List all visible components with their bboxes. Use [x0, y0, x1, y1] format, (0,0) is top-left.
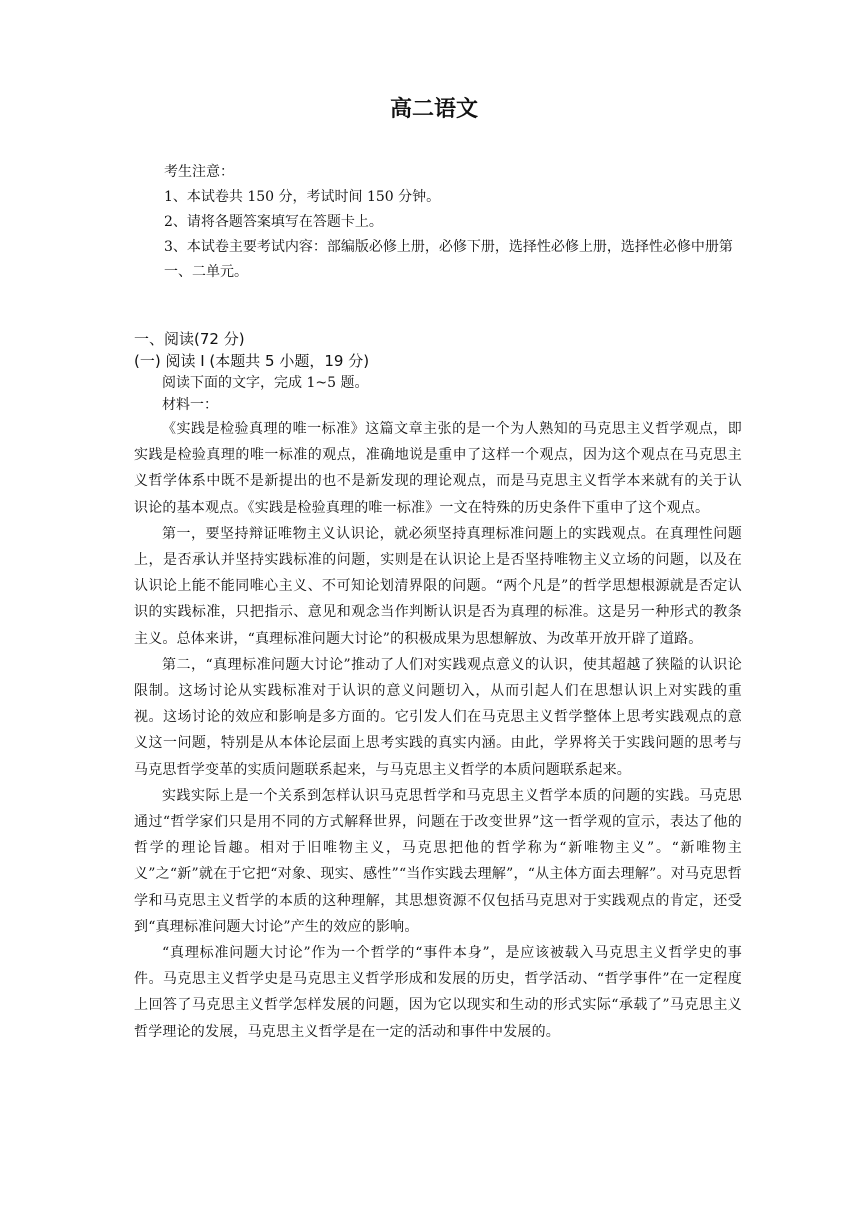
page-title: 高二语文: [389, 97, 478, 122]
subsection-heading: (一) 阅读 I (本题共 5 小题，19 分): [134, 352, 370, 370]
exam-notice: [164, 160, 744, 285]
notice-item-4: 一、二单元。: [164, 264, 248, 280]
notice-heading: 考生注意：: [164, 164, 234, 180]
reading-section: [134, 328, 742, 1045]
section-heading: 一、阅读(72 分): [134, 330, 245, 348]
instruction-text: 阅读下面的文字，完成 1~5 题。: [162, 375, 369, 391]
notice-item-3: 3、本试卷主要考试内容：部编版必修上册，必修下册，选择性必修上册，选择性必修中册第: [164, 239, 733, 255]
material-label: 材料一：: [162, 397, 218, 413]
paragraph-3: 第二，“真理标准问题大讨论”推动了人们对实践观点意义的认识，使其超越了狭隘的认识论限制。这场讨论从实践标准对于认识的意义问题切入，从而引起人们在思想认识上对实践的重视。这场讨论的效应和影响是多方面的。它引发人们在马克思主义哲学整体上思考实践观点的意义这一问题，特别是从本体论层面上思考实践的真实内涵。由此，学界将关于实践问题的思考与马克思哲学变革的实质问题联系起来，与马克思主义哲学的本质问题联系起来。: [134, 656, 742, 778]
paragraph-1: 《实践是检验真理的唯一标准》这篇文章主张的是一个为人熟知的马克思主义哲学观点，即实践是检验真理的唯一标准的观点，准确地说是重申了这样一个观点，因为这个观点在马克思主义哲学体系中既不是新提出的也不是新发现的理论观点，而是马克思主义哲学本来就有的关于认识论的基本观点。《实践是检验真理的唯一标准》一文在特殊的历史条件下重申了这个观点。: [134, 421, 742, 516]
notice-item-2: 2、请将各题答案填写在答题卡上。: [164, 214, 383, 230]
paragraph-2: 第一，要坚持辩证唯物主义认识论，就必须坚持真理标准问题上的实践观点。在真理性问题上，是否承认并坚持实践标准的问题，实则是在认识论上是否坚持唯物主义立场的问题，以及在认识论上能不能同唯心主义、不可知论划清界限的问题。“两个凡是”的哲学思想根源就是否定认识的实践标准，只把指示、意见和观念当作判断认识是否为真理的标准。这是另一种形式的教条主义。总体来讲，“真理标准问题大讨论”的积极成果为思想解放、为改革开放开辟了道路。: [134, 525, 742, 647]
paragraph-5: “真理标准问题大讨论”作为一个哲学的“事件本身”，是应该被载入马克思主义哲学史的事件。马克思主义哲学史是马克思主义哲学形成和发展的历史，哲学活动、“哲学事件”在一定程度上回答了马克思主义哲学怎样发展的问题，因为它以现实和生动的形式实际“承载了”马克思主义哲学理论的发展，马克思主义哲学是在一定的活动和事件中发展的。: [134, 945, 742, 1040]
notice-item-1: 1、本试卷共 150 分，考试时间 150 分钟。: [164, 189, 441, 205]
paragraph-4: 实践实际上是一个关系到怎样认识马克思哲学和马克思主义哲学本质的问题的实践。马克思通过“哲学家们只是用不同的方式解释世界，问题在于改变世界”这一哲学观的宣示，表达了他的哲学的理论旨趣。相对于旧唯物主义，马克思把他的哲学称为“新唯物主义”。“新唯物主义”之“新”就在于它把“对象、现实、感性”“当作实践去理解”，“从主体方面去理解”。对马克思哲学和马克思主义哲学的本质的这种理解，其思想资源不仅包括马克思对于实践观点的肯定，还受到“真理标准问题大讨论”产生的效应的影响。: [134, 787, 742, 935]
